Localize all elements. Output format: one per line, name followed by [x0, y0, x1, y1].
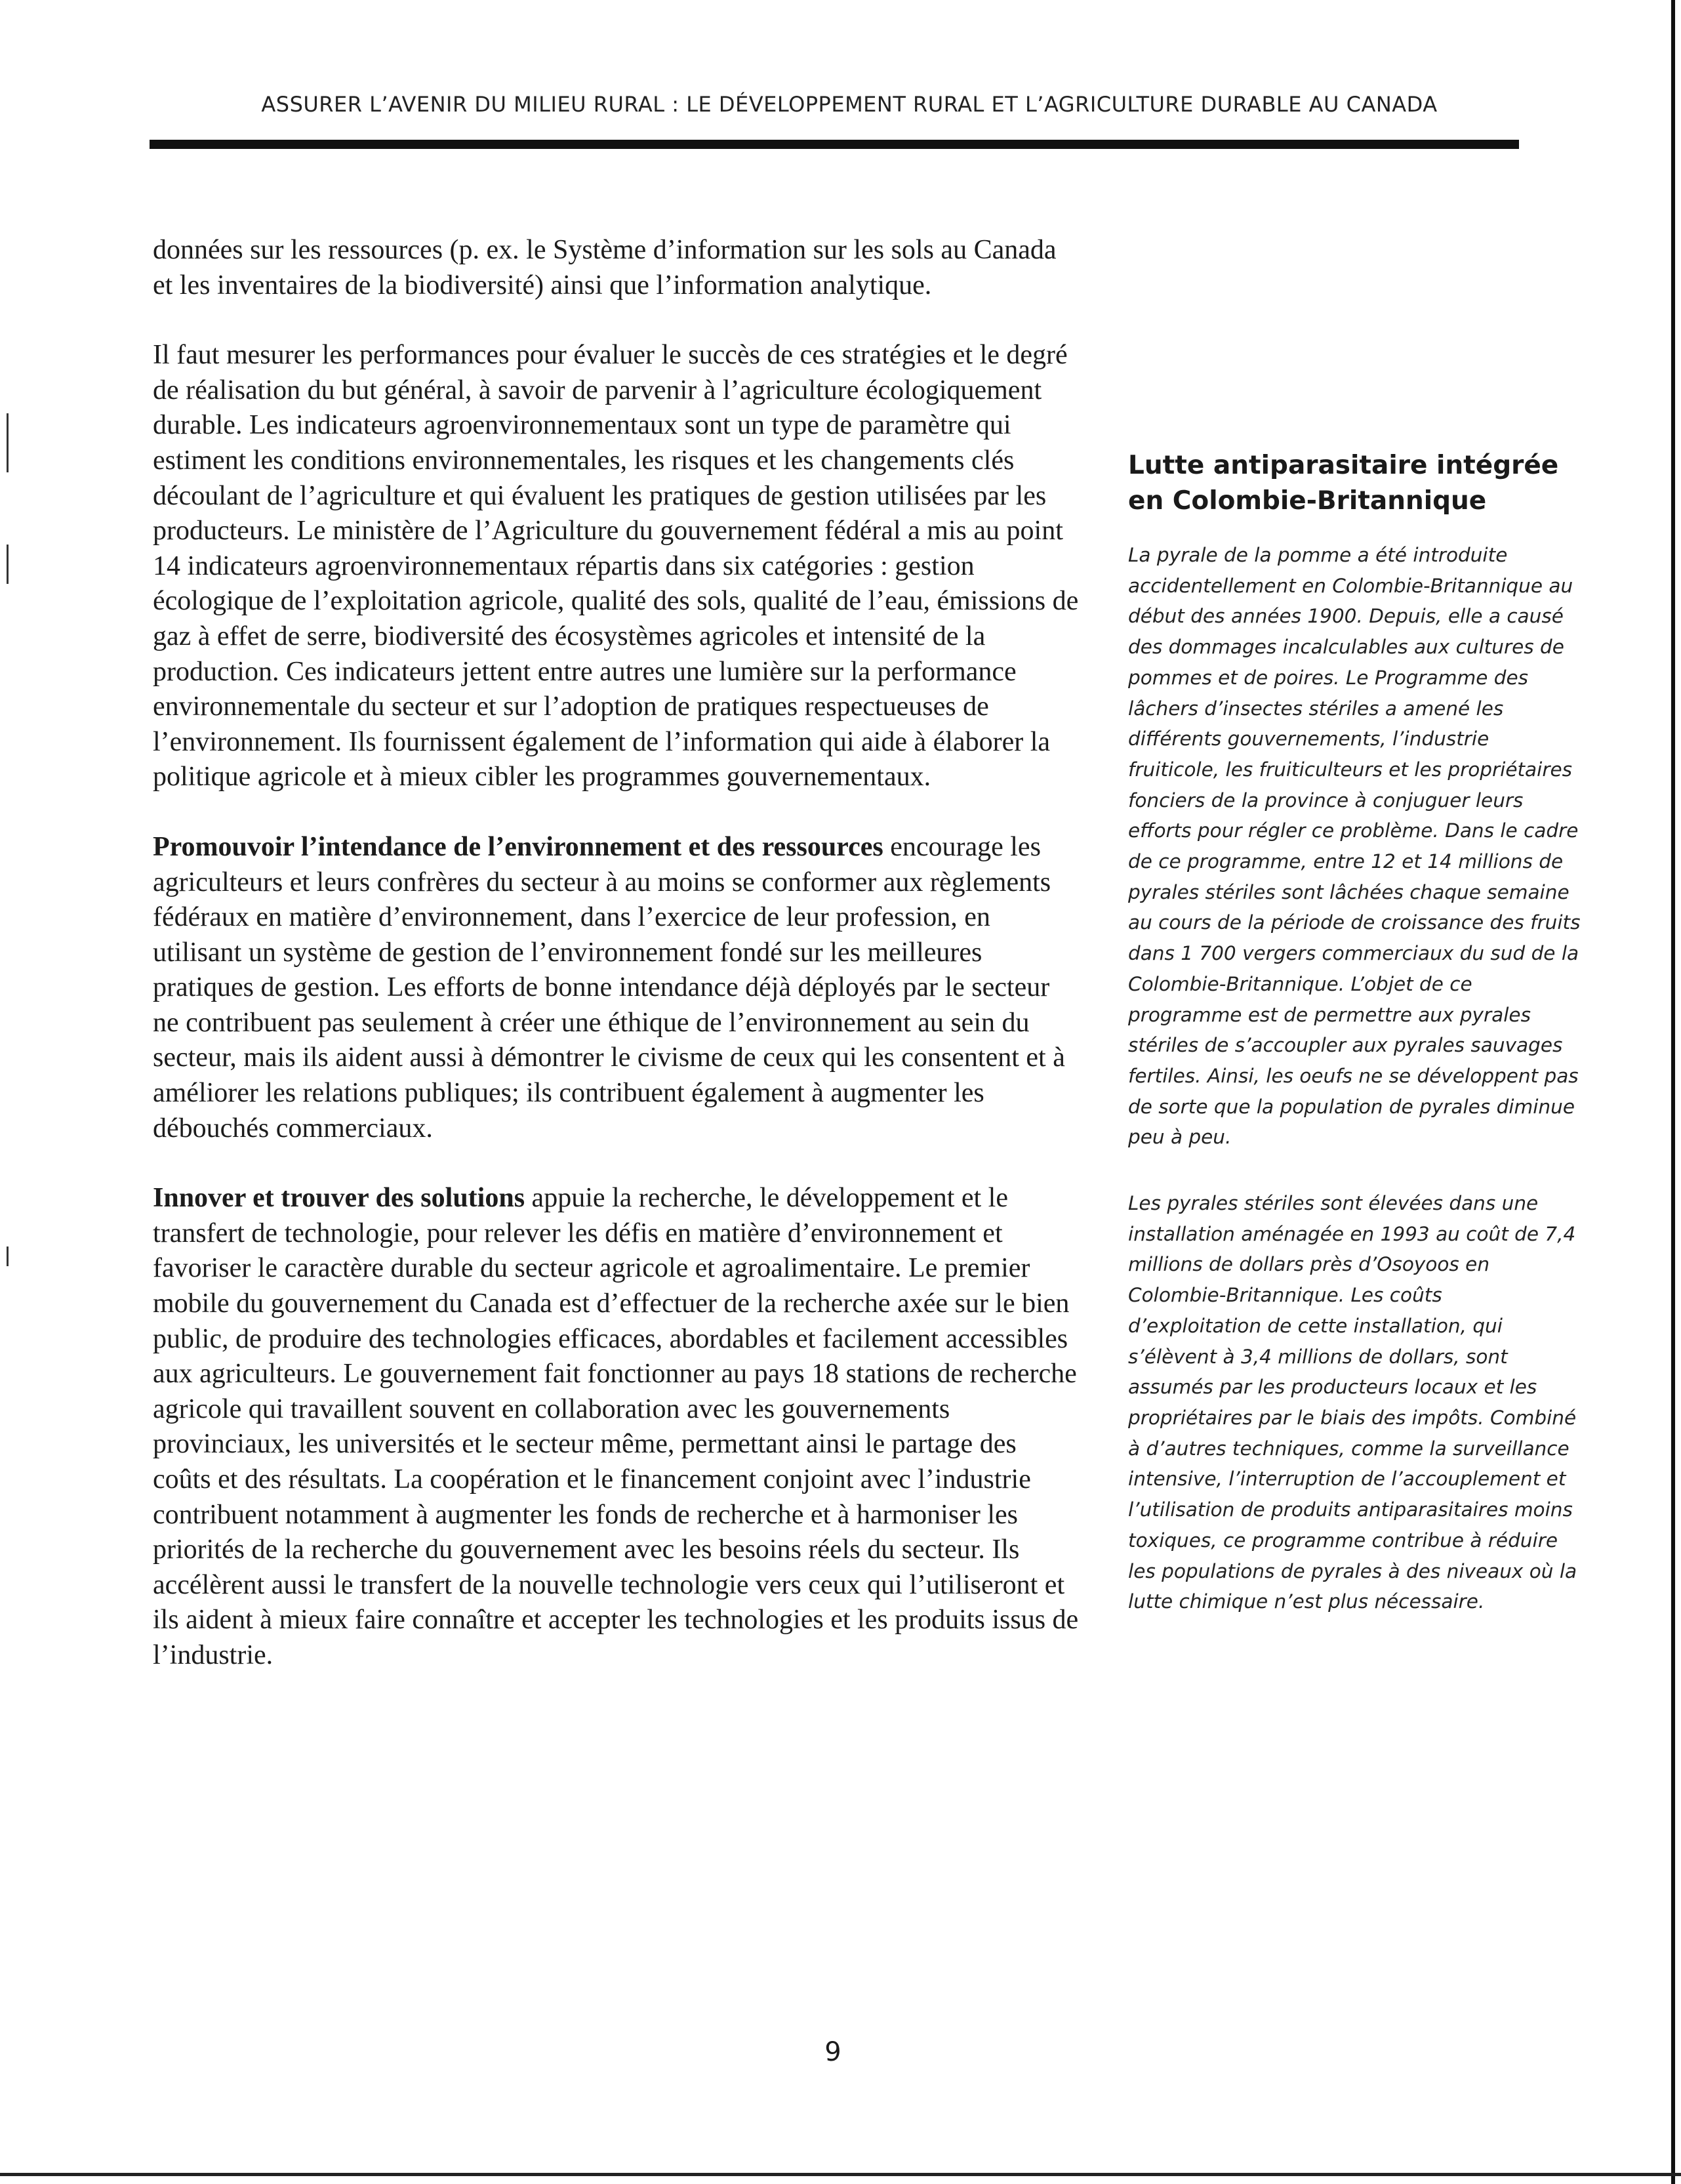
sidebar-box: [1128, 448, 1581, 1653]
sidebar-title: Lutte antiparasitaire intégrée en Colombie-Britannique: [1128, 451, 1559, 516]
scan-mark: [7, 1247, 9, 1266]
sidebar-paragraph-facility: Les pyrales stériles sont élevées dans une installation aménagée en 1993 au coût de 7,4 millions de dollars près d’Osoyoos en Colombie-Britannique. Les coûts d’exploitation de cette installation, qui s’élèvent à 3,4 millions de dollars, sont assumés par les producteurs locaux et les propriétaires par le biais des impôts. Combiné à d’autres techniques, comme la surveillance intensive, l’interruption de l’accouplement et l’utilisation de produits antiparasitaires moins toxiques, ce programme contribue à réduire les populations de pyrales à des niveaux où la lutte chimique n’est plus nécessaire.: [1128, 1192, 1577, 1613]
paragraph-resource-data: données sur les ressources (p. ex. le Système d’information sur les sols au Canada et les inventaires de la biodiversité) ainsi que l’information analytique.: [153, 235, 1057, 300]
sidebar-paragraph-program: La pyrale de la pomme a été introduite accidentellement en Colombie-Britannique au début des années 1900. Depuis, elle a causé des dommages incalculables aux cultures de pommes et de poires. Le Programme des lâchers d’insectes stériles a amené les différents gouvernements, l’industrie fruiticole, les fruiticulteurs et les propriétaires fonciers de la province à conjuguer leurs efforts pour régler ce problème. Dans le cadre de ce programme, entre 12 et 14 millions de pyrales stériles sont lâchées chaque semaine au cours de la période de croissance des fruits dans 1 700 vergers commerciaux du sud de la Colombie-Britannique. L’objet de ce programme est de permettre aux pyrales stériles de s’accoupler aux pyrales sauvages fertiles. Ainsi, les oeufs ne se développent pas de sorte que la population de pyrales diminue peu à peu.: [1128, 544, 1581, 1149]
main-column: [153, 233, 1081, 1708]
innovation-lead: Innover et trouver des solutions: [153, 1183, 525, 1214]
running-header: ASSURER L’AVENIR DU MILIEU RURAL : LE DÉVELOPPEMENT RURAL ET L’AGRICULTURE DURABLE AU CANADA: [261, 92, 1438, 117]
scan-edge-right: [1671, 0, 1675, 2184]
innovation-body: appuie la recherche, le développement et le transfert de technologie, pour relever les défis en matière d’environnement et favoriser le caractère durable du secteur agricole et agroalimentaire. Le premier mobile du gouvernement du Canada est d’effectuer de la recherche axée sur le bien public, de produire des technologies efficaces, abordables et facilement accessibles aux agriculteurs. Le gouvernement fait fonctionner au pays 18 stations de recherche agricole qui travaillent souvent en collaboration avec les gouvernements provinciaux, les universités et le secteur même, permettant ainsi le partage des coûts et des résultats. La coopération et le financement conjoint avec l’industrie contribuent notamment à augmenter les fonds de recherche et à harmoniser les priorités de la recherche du gouvernement avec les besoins réels du secteur. Ils accélèrent aussi le transfert de la nouvelle technologie vers ceux qui l’utiliseront et ils aident à mieux faire connaître et accepter les technologies et les produits issus de l’industrie.: [153, 1183, 1079, 1670]
paragraph-innovation: [153, 1181, 1081, 1673]
header-rule: [150, 140, 1519, 149]
scan-mark: [7, 545, 9, 584]
paragraph-stewardship: [153, 830, 1081, 1146]
stewardship-lead: Promouvoir l’intendance de l’environnement et des ressources: [153, 831, 883, 862]
scan-mark: [7, 413, 9, 472]
stewardship-body: encourage les agriculteurs et leurs confrères du secteur à au moins se conformer aux règlements fédéraux en matière d’environnement, dans l’exercice de leur profession, en utilisant un système de gestion de l’environnement fondé sur les meilleures pratiques de gestion. Les efforts de bonne intendance déjà déployés par le secteur ne contribuent pas seulement à créer une éthique de l’environnement au sein du secteur, mais ils aident aussi à démontrer le civisme de ceux qui les consentent et à améliorer les relations publiques; ils contribuent également à augmenter les débouchés commerciaux.: [153, 831, 1065, 1144]
page-number: 9: [824, 2037, 841, 2067]
scan-edge-bottom: [0, 2173, 1681, 2176]
paragraph-performance-indicators: Il faut mesurer les performances pour évaluer le succès de ces stratégies et le degré de réalisation du but général, à savoir de parvenir à l’agriculture écologiquement durable. Les indicateurs agroenvironnementaux sont un type de paramètre qui estiment les conditions environnementales, les risques et les changements clés découlant de l’agriculture et qui évaluent les pratiques de gestion utilisées par les producteurs. Le ministère de l’Agriculture du gouvernement fédéral a mis au point 14 indicateurs agroenvironnementaux répartis dans six catégories : gestion écologique de l’exploitation agricole, qualité des sols, qualité de l’eau, émissions de gaz à effet de serre, biodiversité des écosystèmes agricoles et intensité de la production. Ces indicateurs jettent entre autres une lumière sur la performance environnementale du secteur et sur l’adoption de pratiques respectueuses de l’environnement. Ils fournissent également de l’information qui aide à élaborer la politique agricole et à mieux cibler les programmes gouvernementaux.: [153, 340, 1079, 793]
